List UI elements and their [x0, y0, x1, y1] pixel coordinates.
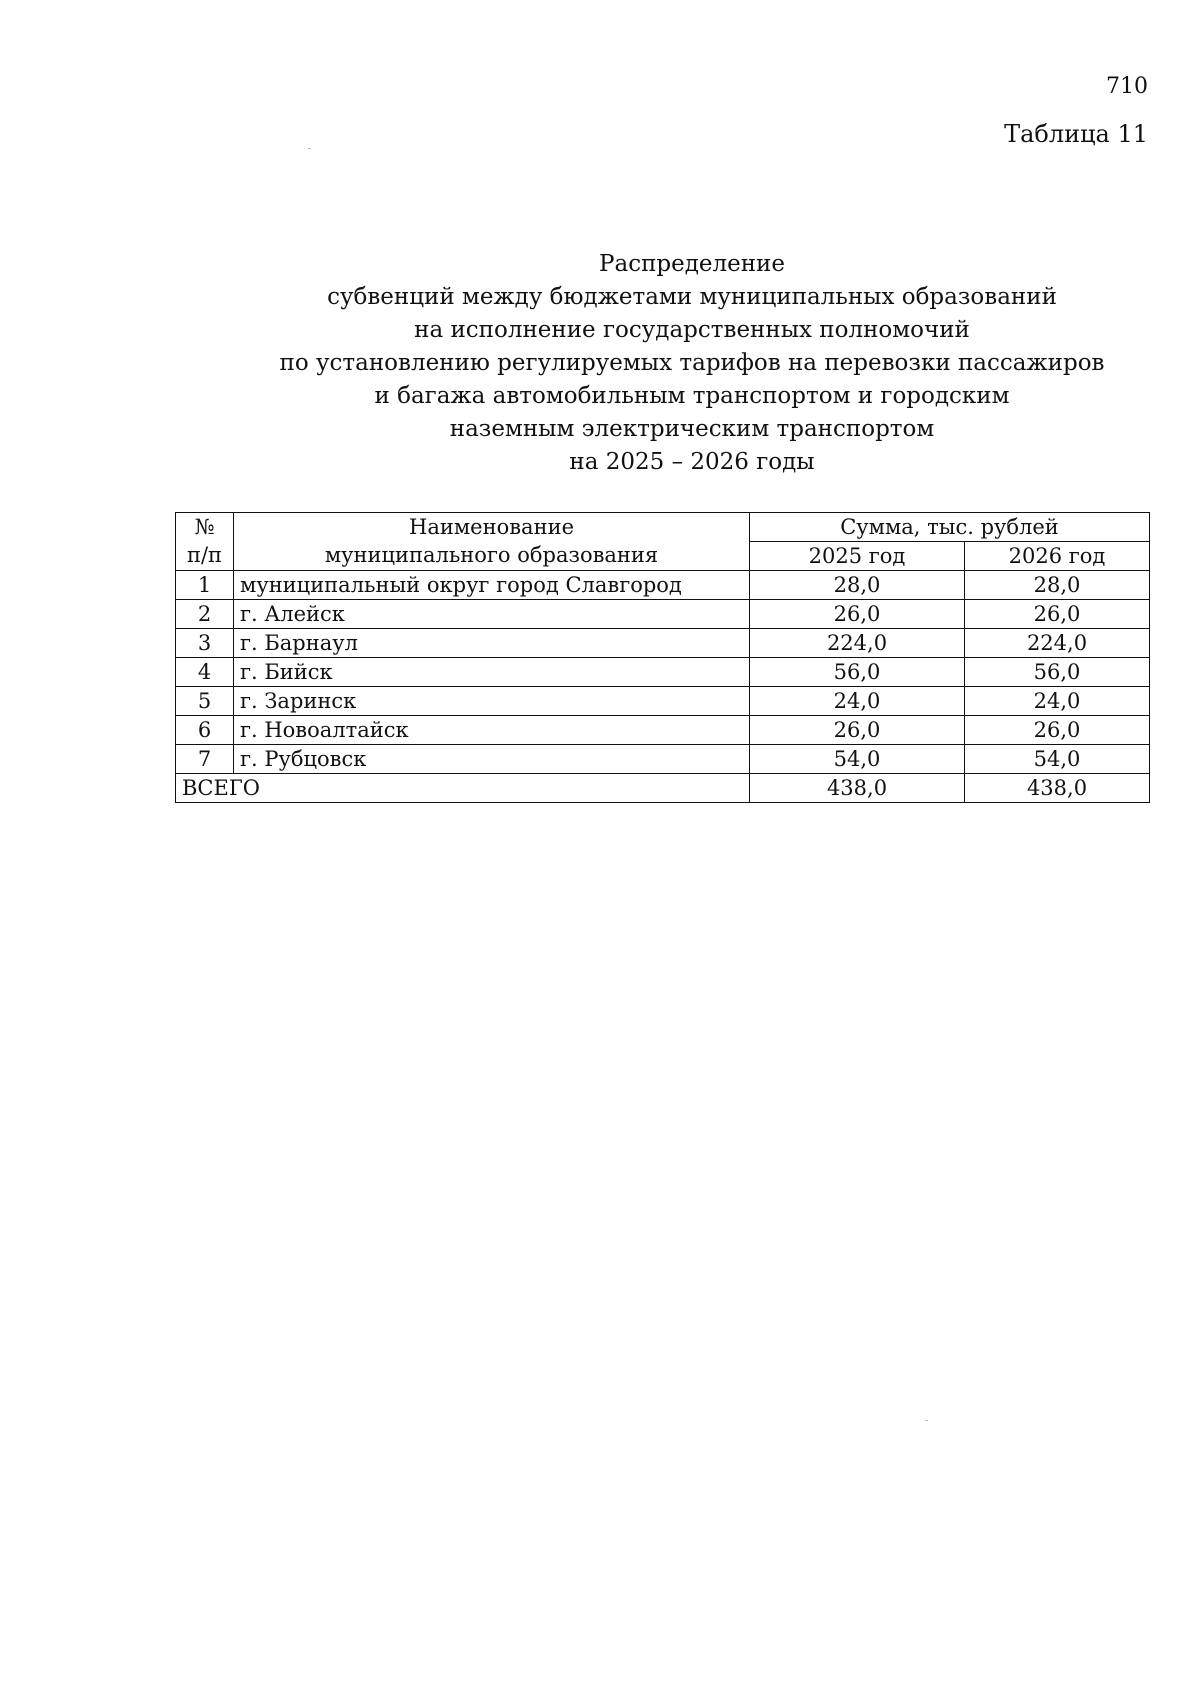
header-name	[234, 513, 750, 571]
total-2026: 438,0	[965, 774, 1150, 803]
table-label: Таблица 11	[1004, 120, 1148, 148]
table-row	[176, 629, 1150, 658]
row-2026: 54,0	[965, 745, 1150, 774]
scan-speck	[925, 1420, 928, 1421]
title-line: на 2025 – 2026 годы	[569, 449, 815, 475]
row-2026: 26,0	[965, 716, 1150, 745]
total-label: ВСЕГО	[176, 774, 750, 803]
total-2025: 438,0	[750, 774, 965, 803]
table-row	[176, 600, 1150, 629]
table-row	[176, 687, 1150, 716]
header-number-line1: №	[194, 515, 215, 539]
page-number: 710	[1106, 74, 1148, 99]
row-2025: 56,0	[750, 658, 965, 687]
row-2025: 26,0	[750, 600, 965, 629]
row-name: муниципальный округ город Славгород	[234, 571, 750, 600]
row-2025: 54,0	[750, 745, 965, 774]
row-2025: 24,0	[750, 687, 965, 716]
header-year-2025: 2025 год	[750, 542, 965, 571]
row-number: 7	[176, 745, 234, 774]
row-name: г. Алейск	[234, 600, 750, 629]
table-total-row	[176, 774, 1150, 803]
table-row	[176, 716, 1150, 745]
row-2026: 224,0	[965, 629, 1150, 658]
document-title	[175, 248, 1200, 479]
table-row	[176, 745, 1150, 774]
row-2025: 28,0	[750, 571, 965, 600]
scan-speck	[308, 148, 311, 149]
title-line: субвенций между бюджетами муниципальных образований	[327, 284, 1057, 310]
title-line: наземным электрическим транспортом	[449, 416, 935, 442]
row-2026: 24,0	[965, 687, 1150, 716]
row-name: г. Заринск	[234, 687, 750, 716]
header-sum: Сумма, тыс. рублей	[750, 513, 1150, 542]
header-name-line1: Наименование	[409, 515, 574, 539]
table-row	[176, 571, 1150, 600]
row-2026: 28,0	[965, 571, 1150, 600]
header-name-line2: муниципального образования	[324, 543, 659, 567]
row-name: г. Бийск	[234, 658, 750, 687]
row-2025: 26,0	[750, 716, 965, 745]
row-name: г. Барнаул	[234, 629, 750, 658]
title-line: по установлению регулируемых тарифов на перевозки пассажиров	[279, 350, 1105, 376]
row-name: г. Новоалтайск	[234, 716, 750, 745]
table-row	[176, 658, 1150, 687]
header-number	[176, 513, 234, 571]
row-number: 3	[176, 629, 234, 658]
row-2026: 56,0	[965, 658, 1150, 687]
row-number: 1	[176, 571, 234, 600]
row-name: г. Рубцовск	[234, 745, 750, 774]
row-number: 6	[176, 716, 234, 745]
title-line: Распределение	[599, 251, 785, 277]
table-header-row	[176, 513, 1150, 542]
header-year-2026: 2026 год	[965, 542, 1150, 571]
title-line: на исполнение государственных полномочий	[414, 317, 970, 343]
header-number-line2: п/п	[186, 543, 223, 567]
title-line: и багажа автомобильным транспортом и городским	[374, 383, 1010, 409]
row-2025: 224,0	[750, 629, 965, 658]
row-number: 5	[176, 687, 234, 716]
row-number: 4	[176, 658, 234, 687]
subsidy-table	[175, 512, 1150, 803]
row-2026: 26,0	[965, 600, 1150, 629]
row-number: 2	[176, 600, 234, 629]
